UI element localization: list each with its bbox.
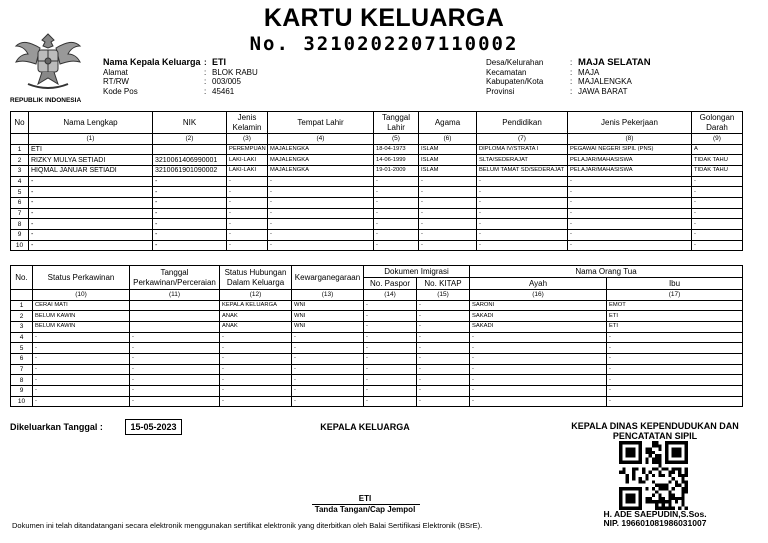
table-cell: 3210061406990001 <box>153 155 227 166</box>
table-cell: - <box>220 386 292 397</box>
table-cell: HIQMAL JANUAR SETIADI <box>29 165 153 176</box>
table-cell: - <box>130 353 220 364</box>
table-cell: - <box>33 343 130 354</box>
table-cell: TIDAK TAHU <box>692 155 743 166</box>
table-cell: - <box>364 353 417 364</box>
table-cell: - <box>568 208 692 219</box>
index-cell: (12) <box>220 290 292 301</box>
table-cell: ANAK <box>220 321 292 332</box>
garuda-emblem-icon <box>12 26 84 96</box>
table-cell <box>130 321 220 332</box>
table-cell: - <box>419 208 477 219</box>
table-row <box>11 321 743 332</box>
header-family-relation: Status Hubungan Dalam Keluarga <box>220 266 292 290</box>
index-cell: (5) <box>374 134 419 145</box>
header-right-block <box>486 58 651 96</box>
table-cell: - <box>692 187 743 198</box>
table-cell: SLTA/SEDERAJAT <box>477 155 568 166</box>
table-cell: 4 <box>11 332 33 343</box>
table-cell: - <box>130 332 220 343</box>
table-cell: - <box>419 230 477 241</box>
table-row <box>11 144 743 155</box>
table-cell: WNI <box>292 311 364 322</box>
table-cell: - <box>364 386 417 397</box>
table-cell: - <box>268 230 374 241</box>
table-cell: - <box>220 353 292 364</box>
index-cell <box>11 134 29 145</box>
table-cell: WNI <box>292 321 364 332</box>
header-left-block <box>103 58 258 96</box>
header-col-0: No <box>11 112 29 134</box>
table-cell: PEREMPUAN <box>227 144 268 155</box>
table-cell: - <box>130 375 220 386</box>
header-passport: No. Paspor <box>364 278 417 290</box>
table-cell: - <box>29 219 153 230</box>
agency-title: KEPALA DINAS KEPENDUDUKAN DAN PENCATATAN SIPIL <box>571 421 739 441</box>
table-cell: - <box>470 386 607 397</box>
table-cell: - <box>364 343 417 354</box>
table-cell: ETI <box>607 311 743 322</box>
table-cell: - <box>220 396 292 407</box>
table-cell: - <box>419 240 477 251</box>
label: Kode Pos <box>103 86 138 96</box>
value: MAJA SELATAN <box>578 57 651 68</box>
table-cell: - <box>227 208 268 219</box>
label: Nama Kepala Keluarga <box>103 57 201 67</box>
table-cell: RIZKY MULYA SETIADI <box>29 155 153 166</box>
table-cell: - <box>419 176 477 187</box>
table-cell: LAKI-LAKI <box>227 155 268 166</box>
header-row-address: Alamat : BLOK RABU <box>103 67 258 77</box>
header-mother: Ibu <box>607 278 743 290</box>
table-cell: - <box>33 332 130 343</box>
value: MAJA <box>578 67 600 77</box>
table-cell: WNI <box>292 300 364 311</box>
table-row <box>11 230 743 241</box>
table-cell: - <box>477 219 568 230</box>
table-cell: MAJALENGKA <box>268 165 374 176</box>
table-cell: 3 <box>11 165 29 176</box>
table-row <box>11 240 743 251</box>
header-col-1: Nama Lengkap <box>29 112 153 134</box>
table-cell: ISLAM <box>419 155 477 166</box>
table-cell: - <box>268 187 374 198</box>
table-cell: - <box>470 353 607 364</box>
index-cell <box>11 290 33 301</box>
table-cell: 10 <box>11 240 29 251</box>
table-row <box>11 386 743 397</box>
table-cell: - <box>374 176 419 187</box>
table-cell: - <box>477 187 568 198</box>
table-cell: - <box>364 300 417 311</box>
table-cell: ETI <box>29 144 153 155</box>
table-row <box>11 165 743 176</box>
table-cell: LAKI-LAKI <box>227 165 268 176</box>
table-cell: - <box>292 386 364 397</box>
table-cell: - <box>364 332 417 343</box>
table-cell: 3210061901090002 <box>153 165 227 176</box>
table-row <box>11 332 743 343</box>
table-cell: - <box>292 364 364 375</box>
header-row-district: Kecamatan : MAJA <box>486 67 600 77</box>
table-cell: - <box>364 396 417 407</box>
table-cell: - <box>470 375 607 386</box>
table-row <box>11 311 743 322</box>
table-cell: 8 <box>11 219 29 230</box>
table-cell: 6 <box>11 353 33 364</box>
table-cell: - <box>153 240 227 251</box>
header-immigration-docs: Dokumen Imigrasi <box>364 266 470 278</box>
table-cell: - <box>477 197 568 208</box>
index-cell: (2) <box>153 134 227 145</box>
header-row-postcode: Kode Pos : 45461 <box>103 86 235 96</box>
document-number: No. 3210202207110002 <box>249 33 519 55</box>
label: Alamat <box>103 67 128 77</box>
official-nip: NIP. 196601081986031007 <box>603 518 707 528</box>
table-cell: - <box>477 176 568 187</box>
header-col-5: Tanggal Lahir <box>374 112 419 134</box>
table-cell: - <box>227 176 268 187</box>
label: Provinsi <box>486 86 515 96</box>
table-cell: - <box>29 197 153 208</box>
disclaimer-text: Dokumen ini telah ditandatangani secara elektronik menggunakan sertifikat elektronik yang diterbitkan oleh Balai Sertifikasi Elektronik (BSrE). <box>12 521 483 530</box>
table-cell: CERAI MATI <box>33 300 130 311</box>
index-cell: (13) <box>292 290 364 301</box>
table-cell: BELUM TAMAT SD/SEDERAJAT <box>477 165 568 176</box>
table-cell: - <box>417 321 470 332</box>
table-cell: BELUM KAWIN <box>33 321 130 332</box>
value: MAJALENGKA <box>578 77 632 87</box>
table-cell: - <box>419 197 477 208</box>
table-cell: - <box>153 176 227 187</box>
header-marital-status: Status Perkawinan <box>33 266 130 290</box>
table-cell: 7 <box>11 208 29 219</box>
table-cell: - <box>470 343 607 354</box>
value: 45461 <box>212 86 235 96</box>
table-cell: 5 <box>11 343 33 354</box>
table-cell: - <box>153 230 227 241</box>
table-cell: - <box>692 208 743 219</box>
table-cell: 9 <box>11 230 29 241</box>
table-cell: - <box>29 230 153 241</box>
table-cell: 2 <box>11 155 29 166</box>
table-cell: - <box>419 219 477 230</box>
header-father: Ayah <box>470 278 607 290</box>
index-cell: (15) <box>417 290 470 301</box>
table-cell: TIDAK TAHU <box>692 165 743 176</box>
table-cell: 9 <box>11 386 33 397</box>
table-cell: - <box>268 208 374 219</box>
table-row <box>11 155 743 166</box>
table-cell: MAJALENGKA <box>268 155 374 166</box>
table-cell: - <box>374 219 419 230</box>
value: ETI <box>212 57 227 67</box>
label: RT/RW <box>103 77 129 87</box>
table-cell: - <box>607 332 743 343</box>
value: JAWA BARAT <box>578 86 628 96</box>
table-cell: - <box>220 332 292 343</box>
table-cell: 6 <box>11 197 29 208</box>
table-cell: - <box>268 176 374 187</box>
table-cell: ISLAM <box>419 144 477 155</box>
table-row <box>11 208 743 219</box>
table-row <box>11 187 743 198</box>
table-cell: - <box>417 375 470 386</box>
table-cell: - <box>568 230 692 241</box>
table-cell: - <box>470 332 607 343</box>
table-cell: - <box>607 353 743 364</box>
table-cell: - <box>477 240 568 251</box>
header-row-rtrw: RT/RW : 003/005 <box>103 77 241 87</box>
table-cell: - <box>470 364 607 375</box>
table-cell: - <box>477 230 568 241</box>
table-cell: ISLAM <box>419 165 477 176</box>
index-cell: (14) <box>364 290 417 301</box>
label: Kecamatan <box>486 67 527 77</box>
index-cell: (9) <box>692 134 743 145</box>
table-cell: - <box>607 343 743 354</box>
issued-date: 15-05-2023 <box>125 419 182 435</box>
table-cell <box>130 311 220 322</box>
table-cell: - <box>292 332 364 343</box>
table-cell: 19-01-2009 <box>374 165 419 176</box>
table-cell: PEGAWAI NEGERI SIPIL (PNS) <box>568 144 692 155</box>
value: BLOK RABU <box>212 67 258 77</box>
table-cell: - <box>130 343 220 354</box>
header-col-2: NIK <box>153 112 227 134</box>
table-cell: - <box>220 364 292 375</box>
table-cell: - <box>227 230 268 241</box>
table-cell: - <box>130 396 220 407</box>
table-cell: - <box>568 219 692 230</box>
table-row <box>11 343 743 354</box>
table-cell: - <box>29 187 153 198</box>
header-row-head-name: Nama Kepala Keluarga : ETI <box>103 57 227 67</box>
table-cell: - <box>130 386 220 397</box>
table-cell <box>153 144 227 155</box>
table-cell: BELUM KAWIN <box>33 311 130 322</box>
official-name: H. ADE SAEPUDIN,S.Sos. <box>603 509 707 519</box>
table-cell: - <box>227 187 268 198</box>
table-row <box>11 219 743 230</box>
table-cell: SARONI <box>470 300 607 311</box>
table-cell: - <box>568 197 692 208</box>
table-cell: - <box>607 396 743 407</box>
header-row-province: Provinsi : JAWA BARAT <box>486 86 628 96</box>
table-cell: - <box>417 386 470 397</box>
table-cell: PELAJAR/MAHASISWA <box>568 155 692 166</box>
issued-label: Dikeluarkan Tanggal : <box>10 422 103 432</box>
table-cell: - <box>33 364 130 375</box>
index-cell: (10) <box>33 290 130 301</box>
table-cell: - <box>477 208 568 219</box>
table-cell: - <box>607 364 743 375</box>
table-cell: - <box>153 219 227 230</box>
label: Desa/Kelurahan <box>486 58 544 67</box>
index-cell: (3) <box>227 134 268 145</box>
table-cell: - <box>417 300 470 311</box>
index-cell: (17) <box>607 290 743 301</box>
table-cell: - <box>419 187 477 198</box>
table-row <box>11 300 743 311</box>
table-cell: - <box>33 396 130 407</box>
table-cell: - <box>153 208 227 219</box>
table-cell: - <box>268 240 374 251</box>
header-col-7: Pendidikan <box>477 112 568 134</box>
table-cell: - <box>227 197 268 208</box>
table-cell: EMOT <box>607 300 743 311</box>
table-cell: - <box>692 240 743 251</box>
table-cell: - <box>374 208 419 219</box>
table-cell: DIPLOMA IV/STRATA I <box>477 144 568 155</box>
table-cell: - <box>130 364 220 375</box>
document-title: KARTU KELUARGA <box>263 4 505 32</box>
emblem-caption: REPUBLIK INDONESIA <box>10 97 82 104</box>
table-cell: - <box>153 187 227 198</box>
table-cell: - <box>568 176 692 187</box>
table-cell: 18-04-1973 <box>374 144 419 155</box>
table-cell: - <box>374 197 419 208</box>
table-cell: - <box>607 375 743 386</box>
table-cell: 1 <box>11 144 29 155</box>
table-cell: - <box>29 240 153 251</box>
header-col-6: Agama <box>419 112 477 134</box>
table-cell: - <box>692 176 743 187</box>
table-cell: - <box>417 353 470 364</box>
table-cell: - <box>292 396 364 407</box>
table-cell: - <box>568 240 692 251</box>
table-cell <box>130 300 220 311</box>
table-cell: - <box>33 375 130 386</box>
index-cell: (11) <box>130 290 220 301</box>
index-cell: (16) <box>470 290 607 301</box>
table-cell: - <box>29 176 153 187</box>
header-parents: Nama Orang Tua <box>470 266 743 278</box>
qr-code-icon <box>619 441 688 510</box>
table-cell: - <box>417 332 470 343</box>
table-cell: - <box>607 386 743 397</box>
index-cell: (4) <box>268 134 374 145</box>
table-cell: - <box>470 396 607 407</box>
index-cell: (6) <box>419 134 477 145</box>
signature-caption: Tanda Tangan/Cap Jempol <box>314 505 416 514</box>
table-cell: MAJALENGKA <box>268 144 374 155</box>
table-cell: - <box>153 197 227 208</box>
family-head-label: KEPALA KELUARGA <box>320 422 410 432</box>
value: 003/005 <box>212 77 241 87</box>
table-cell: 8 <box>11 375 33 386</box>
index-cell: (7) <box>477 134 568 145</box>
table-cell: 10 <box>11 396 33 407</box>
table-cell: - <box>364 364 417 375</box>
index-cell: (8) <box>568 134 692 145</box>
header-row-regency: Kabupaten/Kota : MAJALENGKA <box>486 77 632 87</box>
table-cell: - <box>568 187 692 198</box>
table-cell: KEPALA KELUARGA <box>220 300 292 311</box>
header-marriage-date: Tanggal Perkawinan/Perceraian <box>130 266 220 290</box>
header-citizenship: Kewarganegaraan <box>292 266 364 290</box>
table-cell: - <box>29 208 153 219</box>
table-row <box>11 197 743 208</box>
header-row-village: Desa/Kelurahan : MAJA SELATAN <box>486 57 651 68</box>
family-status-table <box>10 265 743 407</box>
table-cell: - <box>692 219 743 230</box>
table-cell: SAKADI <box>470 311 607 322</box>
header-no: No. <box>11 266 33 290</box>
table-cell: - <box>33 386 130 397</box>
table-cell: PELAJAR/MAHASISWA <box>568 165 692 176</box>
table-cell: - <box>364 321 417 332</box>
table-cell: - <box>374 240 419 251</box>
family-members-table <box>10 111 743 251</box>
table-cell: - <box>33 353 130 364</box>
header-col-8: Jenis Pekerjaan <box>568 112 692 134</box>
table-cell: ETI <box>607 321 743 332</box>
table-cell: - <box>417 364 470 375</box>
table-cell: 4 <box>11 176 29 187</box>
table-cell: - <box>268 219 374 230</box>
header-col-3: Jenis Kelamin <box>227 112 268 134</box>
table-row <box>11 396 743 407</box>
table-cell: - <box>374 187 419 198</box>
table-cell: - <box>417 343 470 354</box>
table-cell: A <box>692 144 743 155</box>
table-cell: ANAK <box>220 311 292 322</box>
table-cell: - <box>417 311 470 322</box>
table-cell: - <box>417 396 470 407</box>
header-col-4: Tempat Lahir <box>268 112 374 134</box>
index-cell: (1) <box>29 134 153 145</box>
table-row <box>11 176 743 187</box>
table-cell: - <box>227 219 268 230</box>
table-cell: 2 <box>11 311 33 322</box>
table-cell: - <box>364 311 417 322</box>
table-cell: - <box>220 375 292 386</box>
table-cell: - <box>227 240 268 251</box>
header-kitap: No. KITAP <box>417 278 470 290</box>
table-row <box>11 353 743 364</box>
table-row <box>11 375 743 386</box>
table-cell: - <box>364 375 417 386</box>
label: Kabupaten/Kota <box>486 77 544 87</box>
family-head-name: ETI <box>358 494 372 503</box>
table-cell: 1 <box>11 300 33 311</box>
table-cell: SAKADI <box>470 321 607 332</box>
table-row <box>11 364 743 375</box>
table-cell: - <box>692 197 743 208</box>
table-cell: - <box>268 197 374 208</box>
table-cell: 7 <box>11 364 33 375</box>
table-cell: - <box>374 230 419 241</box>
table-cell: 5 <box>11 187 29 198</box>
table-cell: - <box>292 343 364 354</box>
table-cell: 3 <box>11 321 33 332</box>
table-cell: - <box>220 343 292 354</box>
table-cell: - <box>692 230 743 241</box>
table-cell: - <box>292 353 364 364</box>
header-col-9: Golongan Darah <box>692 112 743 134</box>
table-cell: - <box>292 375 364 386</box>
table-cell: 14-06-1999 <box>374 155 419 166</box>
